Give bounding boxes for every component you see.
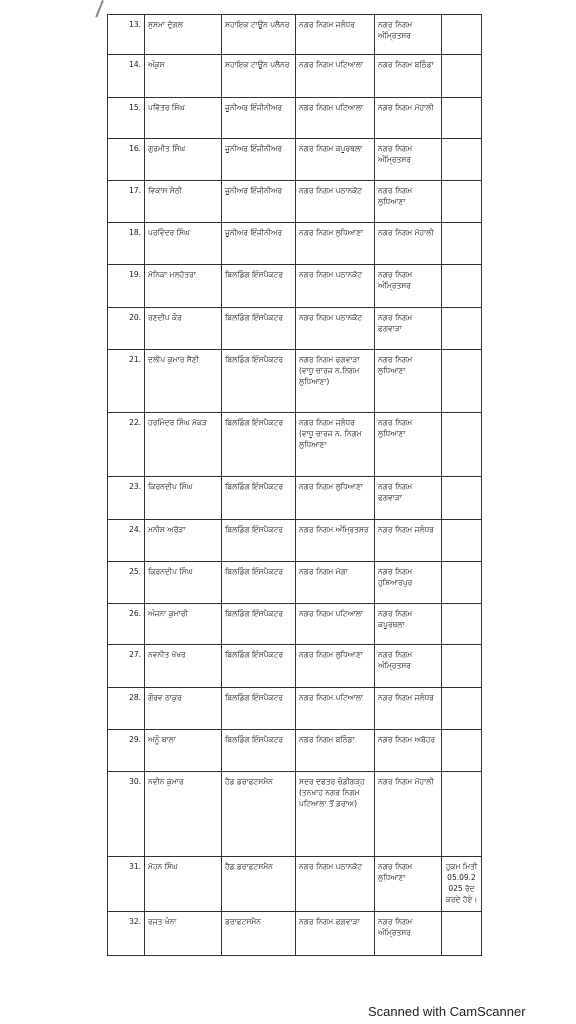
name-cell: ਅੰਕੁਸ਼ xyxy=(145,55,222,98)
serial-cell: 30. xyxy=(108,772,145,857)
table-row xyxy=(108,223,482,265)
to-station-cell: ਨਗਰ ਨਿਗਮ ਫਗਵਾੜਾ xyxy=(375,477,442,520)
name-cell: ਪਵਿੱਤਰ ਸਿੰਘ xyxy=(145,98,222,139)
table-row xyxy=(108,139,482,181)
serial-cell: 21. xyxy=(108,350,145,413)
serial-cell: 16. xyxy=(108,139,145,181)
from-station-cell: ਨਗਰ ਨਿਗਮ ਪਟਿਆਲਾ xyxy=(296,688,375,730)
name-cell: ਨਵੀਨ ਕੁਮਾਰ xyxy=(145,772,222,857)
to-station-cell: ਨਗਰ ਨਿਗਮ ਮੋਹਾਲੀ xyxy=(375,772,442,857)
designation-cell: ਬਿਲਡਿੰਗ ਇੰਸਪੈਕਟਰ xyxy=(222,520,296,562)
designation-cell: ਜੂਨੀਅਰ ਇੰਜੀਨੀਅਰ xyxy=(222,139,296,181)
remark-cell xyxy=(442,730,482,772)
designation-cell: ਬਿਲਡਿੰਗ ਇੰਸਪੈਕਟਰ xyxy=(222,413,296,477)
name-cell: ਨਵਨੀਤ ਖੋਖਰ xyxy=(145,645,222,688)
table-row xyxy=(108,857,482,912)
serial-cell: 25. xyxy=(108,562,145,604)
table-row xyxy=(108,413,482,477)
name-cell: ਮੋਨਿਕਾ ਮਲਹੋਤਰਾ xyxy=(145,265,222,308)
from-station-cell: ਨਗਰ ਨਿਗਮ ਪਠਾਨਕੋਟ xyxy=(296,308,375,350)
remark-cell xyxy=(442,912,482,956)
name-cell: ਹਰਮਿੰਦਰ ਸਿੰਘ ਮੱਕੜ xyxy=(145,413,222,477)
serial-cell: 26. xyxy=(108,604,145,645)
remark-cell xyxy=(442,604,482,645)
from-station-cell: ਨਗਰ ਨਿਗਮ ਬਠਿੰਡਾ xyxy=(296,730,375,772)
designation-cell: ਬਿਲਡਿੰਗ ਇੰਸਪੈਕਟਰ xyxy=(222,350,296,413)
designation-cell: ਬਿਲਡਿੰਗ ਇੰਸਪੈਕਟਰ xyxy=(222,562,296,604)
name-cell: ਗੌਰਵ ਠਾਕੁਰ xyxy=(145,688,222,730)
designation-cell: ਬਿਲਡਿੰਗ ਇੰਸਪੈਕਟਰ xyxy=(222,477,296,520)
to-station-cell: ਨਗਰ ਨਿਗਮ ਬਠਿੰਡਾ xyxy=(375,55,442,98)
from-station-cell: ਨਗਰ ਨਿਗਮ ਅੰਮ੍ਰਿਤਸਰ xyxy=(296,520,375,562)
transfer-table-body xyxy=(108,15,482,956)
to-station-cell: ਨਗਰ ਨਿਗਮ ਜਲੰਧਰ xyxy=(375,520,442,562)
to-station-cell: ਨਗਰ ਨਿਗਮ ਫਗਵਾੜਾ xyxy=(375,308,442,350)
name-cell: ਰਣਦੀਪ ਕੌਰ xyxy=(145,308,222,350)
from-station-cell: ਨਗਰ ਨਿਗਮ ਪਟਿਆਲਾ xyxy=(296,604,375,645)
name-cell: ਅੰਜਨਾ ਕੁਮਾਰੀ xyxy=(145,604,222,645)
from-station-cell: ਨਗਰ ਨਿਗਮ ਪਟਿਆਲਾ xyxy=(296,98,375,139)
to-station-cell: ਨਗਰ ਨਿਗਮ ਅੰਮ੍ਰਿਤਸਰ xyxy=(375,139,442,181)
table-row xyxy=(108,645,482,688)
from-station-cell: ਨਗਰ ਨਿਗਮ ਪਠਾਨਕੋਟ xyxy=(296,857,375,912)
from-station-cell: ਨਗਰ ਨਿਗਮ ਪਠਾਨਕੋਟ xyxy=(296,181,375,223)
table-row xyxy=(108,688,482,730)
serial-cell: 18. xyxy=(108,223,145,265)
from-station-cell: ਨਗਰ ਨਿਗਮ ਜਲੰਧਰ xyxy=(296,15,375,55)
designation-cell: ਬਿਲਡਿੰਗ ਇੰਸਪੈਕਟਰ xyxy=(222,645,296,688)
serial-cell: 19. xyxy=(108,265,145,308)
designation-cell: ਹੈਡ ਡਰਾਫਟਸਮੈਨ xyxy=(222,772,296,857)
name-cell: ਕਿਰਨਦੀਪ ਸਿੰਘ xyxy=(145,562,222,604)
serial-cell: 22. xyxy=(108,413,145,477)
remark-cell xyxy=(442,265,482,308)
from-station-cell: ਨਗਰ ਨਿਗਮ ਪਠਾਨਕੋਟ xyxy=(296,265,375,308)
table-row xyxy=(108,520,482,562)
to-station-cell: ਨਗਰ ਨਿਗਮ ਲੁਧਿਆਣਾ xyxy=(375,181,442,223)
to-station-cell: ਨਗਰ ਨਿਗਮ ਲੁਧਿਆਣਾ xyxy=(375,857,442,912)
designation-cell: ਬਿਲਡਿੰਗ ਇੰਸਪੈਕਟਰ xyxy=(222,604,296,645)
remark-cell xyxy=(442,223,482,265)
designation-cell: ਜੂਨੀਅਰ ਇੰਜੀਨੀਅਰ xyxy=(222,98,296,139)
to-station-cell: ਨਗਰ ਨਿਗਮ ਮੋਹਾਲੀ xyxy=(375,98,442,139)
name-cell: ਵਿਕਾਸ ਸੇਠੀ xyxy=(145,181,222,223)
designation-cell: ਸਹਾਇਕ ਟਾਊਨ ਪਲੈਨਰ xyxy=(222,15,296,55)
remark-cell xyxy=(442,308,482,350)
from-station-cell: ਨਗਰ ਨਿਗਮ ਫਗਵਾੜਾ xyxy=(296,912,375,956)
serial-cell: 14. xyxy=(108,55,145,98)
designation-cell: ਬਿਲਡਿੰਗ ਇੰਸਪੈਕਟਰ xyxy=(222,730,296,772)
remark-cell xyxy=(442,15,482,55)
table-row xyxy=(108,308,482,350)
to-station-cell: ਨਗਰ ਨਿਗਮ ਜਲੰਧਰ xyxy=(375,688,442,730)
remark-cell xyxy=(442,181,482,223)
serial-cell: 13. xyxy=(108,15,145,55)
serial-cell: 17. xyxy=(108,181,145,223)
name-cell: ਕਿਰਨਦੀਪ ਸਿੰਘ xyxy=(145,477,222,520)
table-row xyxy=(108,772,482,857)
remark-cell xyxy=(442,645,482,688)
remark-cell xyxy=(442,98,482,139)
table-row xyxy=(108,730,482,772)
to-station-cell: ਨਗਰ ਨਿਗਮ ਲੁਧਿਆਣਾ xyxy=(375,413,442,477)
to-station-cell: ਨਗਰ ਨਿਗਮ ਅੰਮ੍ਰਿਤਸਰ xyxy=(375,265,442,308)
table-row xyxy=(108,562,482,604)
serial-cell: 24. xyxy=(108,520,145,562)
name-cell: ਮਨੀਸ਼ ਅਰੋੜਾ xyxy=(145,520,222,562)
remark-cell xyxy=(442,688,482,730)
name-cell: ਗੁਰਮੀਤ ਸਿੰਘ xyxy=(145,139,222,181)
to-station-cell: ਨਗਰ ਨਿਗਮ ਮੋਹਾਲੀ xyxy=(375,223,442,265)
designation-cell: ਬਿਲਡਿੰਗ ਇੰਸਪੈਕਟਰ xyxy=(222,308,296,350)
table-row xyxy=(108,604,482,645)
page-fold-line xyxy=(95,0,104,17)
table-row xyxy=(108,181,482,223)
table-row xyxy=(108,55,482,98)
name-cell: ਅਨੂੰ ਬਾਲਾ xyxy=(145,730,222,772)
to-station-cell: ਨਗਰ ਨਿਗਮ ਅੰਮ੍ਰਿਤਸਰ xyxy=(375,645,442,688)
serial-cell: 29. xyxy=(108,730,145,772)
designation-cell: ਬਿਲਡਿੰਗ ਇੰਸਪੈਕਟਰ xyxy=(222,265,296,308)
serial-cell: 31. xyxy=(108,857,145,912)
scanner-watermark: Scanned with CamScanner xyxy=(368,1004,526,1019)
table-row xyxy=(108,265,482,308)
remark-cell xyxy=(442,477,482,520)
name-cell: ਦਲੀਪ ਕੁਮਾਰ ਸੈਣੀ xyxy=(145,350,222,413)
from-station-cell: ਨਗਰ ਨਿਗਮ ਲੁਧਿਆਣਾ xyxy=(296,223,375,265)
to-station-cell: ਨਗਰ ਨਿਗਮ ਲੁਧਿਆਣਾ xyxy=(375,350,442,413)
table-row xyxy=(108,912,482,956)
designation-cell: ਡਰਾਫਟਸਮੈਨ xyxy=(222,912,296,956)
to-station-cell: ਨਗਰ ਨਿਗਮ ਕਪੂਰਥਲਾ xyxy=(375,604,442,645)
serial-cell: 23. xyxy=(108,477,145,520)
from-station-cell: ਨਗਰ ਨਿਗਮ ਮੋਗਾ xyxy=(296,562,375,604)
from-station-cell: ਨਗਰ ਨਿਗਮ ਫਗਵਾੜਾ (ਵਾਧੂ ਚਾਰਜ ਨ.ਨਿਗਮ ਲੁਧਿਆਣਾ) xyxy=(296,350,375,413)
name-cell: ਰਜਤ ਖੰਨਾ xyxy=(145,912,222,956)
name-cell: ਪਰਵਿੰਦਰ ਸਿੰਘ xyxy=(145,223,222,265)
remark-cell xyxy=(442,413,482,477)
remark-cell xyxy=(442,562,482,604)
designation-cell: ਜੂਨੀਅਰ ਇੰਜੀਨੀਅਰ xyxy=(222,181,296,223)
remark-cell xyxy=(442,55,482,98)
transfer-table xyxy=(107,14,482,956)
from-station-cell: ਨਗਰ ਨਿਗਮ ਲੁਧਿਆਣਾ xyxy=(296,645,375,688)
from-station-cell: ਸਦਰ ਦਫਤਰ ਚੰਡੀਗੜ੍ਹ (ਤਨਖਾਹ ਨਗਰ ਨਿਗਮ ਪਟਿਆਲਾ ਤੋਂ ਡਰਾਅ) xyxy=(296,772,375,857)
table-row xyxy=(108,477,482,520)
designation-cell: ਸਹਾਇਕ ਟਾਊਨ ਪਲੈਨਰ xyxy=(222,55,296,98)
remark-cell xyxy=(442,350,482,413)
remark-cell xyxy=(442,772,482,857)
name-cell: ਮੋਹਨ ਸਿੰਘ xyxy=(145,857,222,912)
serial-cell: 32. xyxy=(108,912,145,956)
remark-cell xyxy=(442,139,482,181)
serial-cell: 28. xyxy=(108,688,145,730)
table-row xyxy=(108,98,482,139)
from-station-cell: ਨਗਰ ਨਿਗਮ ਪਟਿਆਲਾ xyxy=(296,55,375,98)
from-station-cell: ਨਗਰ ਨਿਗਮ ਕਪੂਰਥਲਾ xyxy=(296,139,375,181)
to-station-cell: ਨਗਰ ਨਿਗਮ ਹੁਸ਼ਿਆਰਪੁਰ xyxy=(375,562,442,604)
from-station-cell: ਨਗਰ ਨਿਗਮ ਲੁਧਿਆਣਾ xyxy=(296,477,375,520)
name-cell: ਸੁਸਮਾ ਦੁੱਗਲ xyxy=(145,15,222,55)
remark-cell: ਹੁਕਮ ਮਿਤੀ 05.09.2025 ਰੱਦ ਕਰਦੇ ਹੋਏ। xyxy=(442,857,482,912)
to-station-cell: ਨਗਰ ਨਿਗਮ ਅੰਮ੍ਰਿਤਸਰ xyxy=(375,912,442,956)
serial-cell: 20. xyxy=(108,308,145,350)
table-row xyxy=(108,15,482,55)
to-station-cell: ਨਗਰ ਨਿਗਮ ਅੰਮ੍ਰਿਤਸਰ xyxy=(375,15,442,55)
designation-cell: ਹੈਡ ਡਰਾਫਟਸਮੈਨ xyxy=(222,857,296,912)
serial-cell: 27. xyxy=(108,645,145,688)
serial-cell: 15. xyxy=(108,98,145,139)
designation-cell: ਬਿਲਡਿੰਗ ਇੰਸਪੈਕਟਰ xyxy=(222,688,296,730)
from-station-cell: ਨਗਰ ਨਿਗਮ ਜਲੰਧਰ (ਵਾਧੂ ਚਾਰਜ ਨ. ਨਿਗਮ ਲੁਧਿਆਣਾ xyxy=(296,413,375,477)
designation-cell: ਜੂਨੀਅਰ ਇੰਜੀਨੀਅਰ xyxy=(222,223,296,265)
to-station-cell: ਨਗਰ ਨਿਗਮ ਅਬੋਹਰ xyxy=(375,730,442,772)
table-row xyxy=(108,350,482,413)
remark-cell xyxy=(442,520,482,562)
